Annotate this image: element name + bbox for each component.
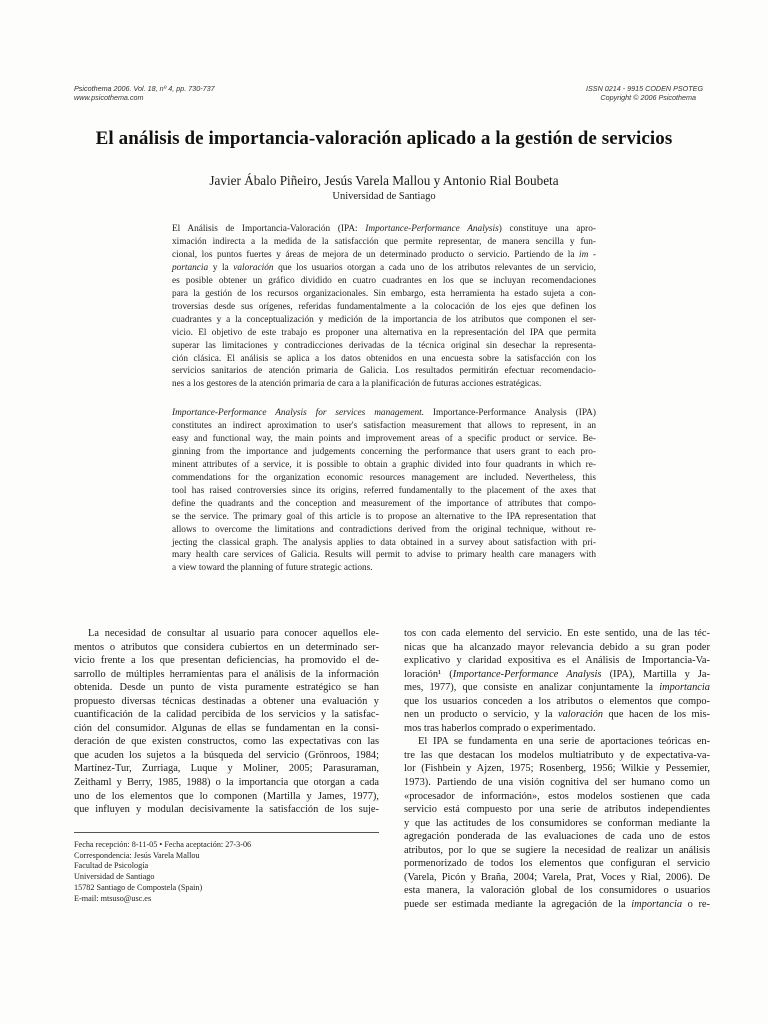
body-line: (Varela, Picón y Braña, 2004; Varela, Prat, Voces y Rial, 2006). De xyxy=(404,871,710,883)
abstract-line: servicios sanitarios de atención primaria de Galicia. Los resultados permitirán efectuar recomendacio- xyxy=(172,366,596,377)
body-line: nicas que ha alcanzado mayor relevancia debido a su gran poder xyxy=(404,641,710,653)
body-line: mes, 1977), que consiste en analizar conjuntamente la importancia xyxy=(404,682,710,694)
body-line: esta manera, la valoración global de los consumidores o usuarios xyxy=(404,885,710,897)
journal-citation: Psicothema 2006. Vol. 18, nº 4, pp. 730-737 xyxy=(74,84,215,93)
footnote-faculty: Facultad de Psicología xyxy=(74,861,149,871)
abstract-line: allows to overcome the limitations and contradictions derived from the original technique, without re- xyxy=(172,524,596,535)
body-line: ción del consumidor. Algunas de ellas se fundamentan en la consi- xyxy=(74,722,379,734)
body-line: El IPA se fundamenta en una serie de aportaciones teóricas en- xyxy=(418,736,710,748)
footnote-divider xyxy=(74,832,379,833)
author-affiliation: Universidad de Santiago xyxy=(332,191,436,202)
abstract-line: constitutes an indirect aproximation to user's satisfaction measurement that allows to represent, in an xyxy=(172,420,596,431)
body-line: lor (Fishbein y Ajzen, 1975; Rosenberg, 1956; Wilkie y Pessemier, xyxy=(404,763,710,775)
paper-title: El análisis de importancia-valoración aplicado a la gestión de servicios xyxy=(95,128,673,149)
abstract-line: troversias desde sus orígenes, referidas fundamentalmente a la colocación de los ejes que definen los xyxy=(172,301,596,312)
abstract-line: para la gestión de los recursos organizacionales. Sin embargo, esta herramienta ha estado sujeta a con- xyxy=(172,288,596,299)
body-line: uno de los elementos que lo componen (Martilla y James, 1977), xyxy=(74,790,379,802)
journal-website[interactable]: www.psicothema.com xyxy=(74,93,144,102)
body-column-left xyxy=(74,627,379,817)
journal-copyright: Copyright © 2006 Psicothema xyxy=(600,93,696,102)
abstract-line: commendations for the organization economic resources management are included. Nevertheless, this xyxy=(172,472,596,483)
footnote-correspondence: Correspondencia: Jesús Varela Mallou xyxy=(74,850,200,860)
body-line: mos tras haberlos comprado o experimentado. xyxy=(404,722,596,734)
abstract-line: define the quadrants and the conception and measurement of the importance of attributes that compo- xyxy=(172,498,596,509)
abstract-line: Importance-Performance Analysis for services management. Importance-Performance Analysis (IPA) xyxy=(172,408,596,418)
body-line: atributos, por lo que se sugiere la necesidad de realizar un análisis xyxy=(404,844,710,856)
body-line: vicio frente a los que presentan deficiencias, ha promovido el de- xyxy=(74,655,379,667)
body-line: explicativo y claridad expositiva es el Análisis de Importancia-Va- xyxy=(404,655,710,667)
body-line: servicio está compuesto por una serie de atributos independientes xyxy=(404,804,710,816)
body-line: sarrollo de múltiples herramientas para el análisis de la información xyxy=(74,668,379,680)
abstract-line: ximación indirecta a la medida de la satisfacción que permite representar, de manera sencilla y fun- xyxy=(172,236,596,247)
abstract-line: El Análisis de Importancia-Valoración (IPA: Importance-Performance Analysis) constituye una apro- xyxy=(172,224,596,234)
abstract-line: vicio. El objetivo de este trabajo es proponer una alternativa en la representación del IPA que permita xyxy=(172,327,596,338)
body-line: mentos o atributos que considera cubiertos en un determinado ser- xyxy=(74,641,379,653)
body-line: 1973). Partiendo de una visión cognitiva del ser humano como un xyxy=(404,777,710,789)
abstract-line: es posible obtener un gráfico dividido en cuatro cuadrantes en los que se incluyan recomendaciones xyxy=(172,275,596,286)
abstract-line: portancia y la valoración que los usuarios otorgan a cada uno de los atributos relevantes de un servicio, xyxy=(172,262,596,273)
abstract-line: superar las limitaciones y contradicciones derivadas de la técnica original sin desechar la representa- xyxy=(172,340,596,351)
abstract-line: ción clásica. El análisis se aplica a los datos obtenidos en una encuesta sobre la satisfacción con los xyxy=(172,353,596,364)
abstract-line: se the service. The primary goal of this article is to propose an alternative to the IPA representation that xyxy=(172,511,596,522)
body-line: y que las actitudes de los consumidores se conforman mediante la xyxy=(404,817,710,829)
abstract-line: mary health care services of Galicia. Results will permit to advise to primary health care managers with xyxy=(172,550,596,561)
body-line: tre las que destacan los modelos multiatributo y de expectativa-va- xyxy=(404,749,710,761)
body-column-right xyxy=(404,627,710,911)
journal-header-right xyxy=(586,84,704,102)
abstract-line: easy and functional way, the main points and improvement areas of a specific product or service. Be- xyxy=(172,433,596,444)
body-line: que los usuarios conceden a los atributos o elementos que compo- xyxy=(404,695,710,707)
abstract-line: tool has raised controversies since its origins, referred fundamentally to the placement of the axes that xyxy=(172,485,596,496)
paper-authors: Javier Ábalo Piñeiro, Jesús Varela Mallou y Antonio Rial Boubeta xyxy=(209,173,559,188)
journal-header-left xyxy=(74,84,215,102)
journal-issn: ISSN 0214 - 9915 CODEN PSOTEG xyxy=(586,84,704,93)
footnote-dates: Fecha recepción: 8-11-05 • Fecha aceptación: 27-3-06 xyxy=(74,840,252,849)
body-line: «procesador de información», estos modelos sostienen que cada xyxy=(404,790,710,802)
footnote-university: Universidad de Santiago xyxy=(74,872,155,882)
body-line: loración¹ (Importance-Performance Analysis (IPA), Martilla y Ja- xyxy=(404,668,711,680)
body-line: tos con cada elemento del servicio. En este sentido, una de las téc- xyxy=(404,628,710,639)
body-line: Zeithaml y Berry, 1985, 1988) o la importancia que otorgan a cada xyxy=(74,777,379,789)
abstract-line: ginning from the importance and judgements concerning the performance that users grant to each pro- xyxy=(172,446,596,457)
body-line: agregación ponderada de las evaluaciones de cada uno de estos xyxy=(404,831,710,843)
footnote-block xyxy=(74,840,379,904)
body-line: Martínez-Tur, Zurriaga, Luque y Moliner, 2005; Parasuraman, xyxy=(74,763,379,775)
abstract-line: nes a los gestores de la atención primaria de cara a la planificación de futuras acciones estratégicas. xyxy=(172,379,542,390)
abstract-line: cuadrantes y a la conceptualización y medición de la importancia de los atributos que componen el ser- xyxy=(172,314,596,325)
abstract-spanish xyxy=(172,223,596,391)
body-line: nen un producto o servicio, y la valoración que hacen de los mis- xyxy=(404,709,710,721)
body-line: que acuden los sujetos a la búsqueda del servicio (Grönroos, 1984; xyxy=(74,749,379,761)
body-line: deración de que existen constructos, como las expectativas con las xyxy=(74,736,379,748)
footnote-email[interactable]: E-mail: mtsuso@usc.es xyxy=(74,893,152,903)
abstract-english xyxy=(172,407,596,575)
abstract-line: jecting the classical graph. The analysis applies to data obtained in a survey about satisfaction with pri- xyxy=(172,537,596,548)
abstract-line: cional, los puntos fuertes y áreas de mejora de un determinado producto o servicio. Partiendo de la im - xyxy=(172,249,597,260)
body-line: La necesidad de consultar al usuario para conocer aquellos ele- xyxy=(88,628,379,639)
body-line: cuantificación de la calidad percibida de los servicios y la satisfac- xyxy=(74,709,379,721)
body-line: que influyen y modulan decisivamente la satisfacción de los suje- xyxy=(74,804,379,816)
body-line: propuesto diversas técnicas destinadas a obtener una evaluación y xyxy=(74,695,379,707)
body-line: obtenida. Desde un punto de vista puramente estratégico se han xyxy=(74,682,379,694)
body-line: pormenorizado de todos los elementos que configuran el servicio xyxy=(404,858,710,870)
abstract-line: minent attributes of a service, it is possible to obtain a graphic divided into four quadrants in which re- xyxy=(172,459,596,470)
footnote-address: 15782 Santiago de Compostela (Spain) xyxy=(74,882,203,892)
abstract-line: a view toward the planning of future strategic actions. xyxy=(172,563,373,574)
body-line: puede ser estimada mediante la agregación de la importancia o re- xyxy=(404,898,710,910)
